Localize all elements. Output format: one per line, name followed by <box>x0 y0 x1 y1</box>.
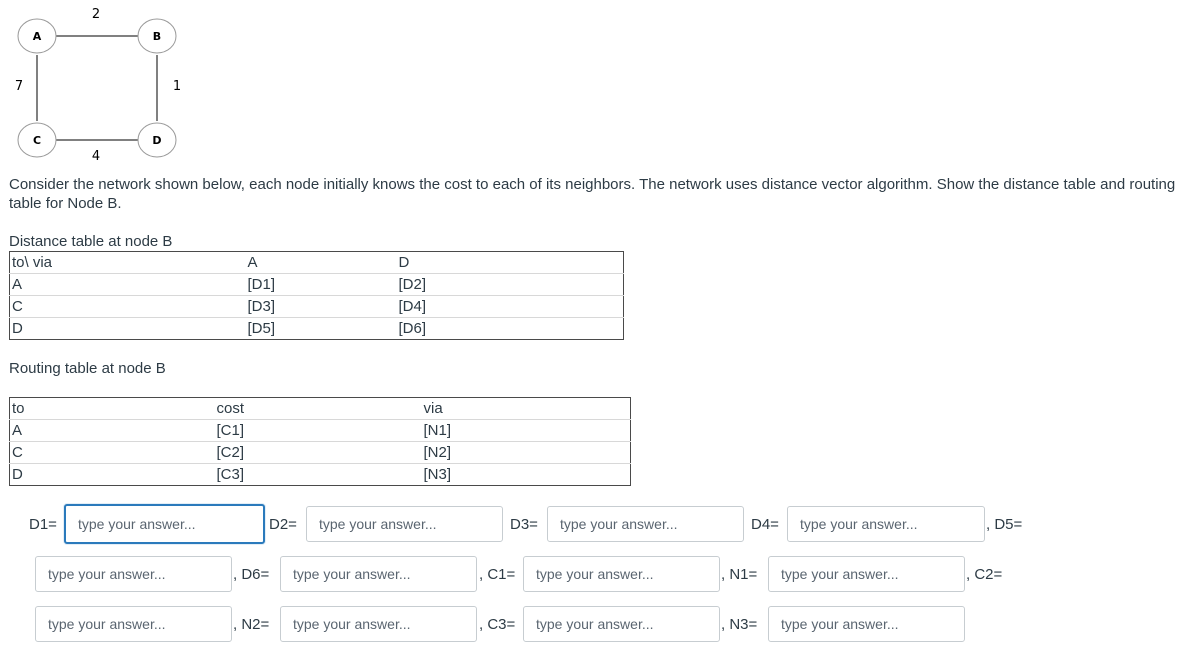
d5-label: , D5= <box>986 516 1023 533</box>
table-header-cell: to <box>10 398 215 420</box>
d2-input[interactable] <box>306 506 503 542</box>
n2-label: , N2= <box>233 616 270 633</box>
table-cell: [N1] <box>422 420 631 442</box>
table-cell: [N2] <box>422 442 631 464</box>
c1-input[interactable] <box>523 556 720 592</box>
table-row <box>10 318 624 340</box>
table-row <box>10 274 624 296</box>
node-c <box>18 123 56 157</box>
d6-label: , D6= <box>233 566 270 583</box>
routing-table-caption: Routing table at node B <box>9 360 166 377</box>
d3-input[interactable] <box>547 506 744 542</box>
edge-a-b-cost: 2 <box>91 7 101 22</box>
c3-label: , C3= <box>479 616 516 633</box>
table-cell: [C3] <box>216 466 245 483</box>
edge-c-d-cost: 4 <box>91 149 101 164</box>
table-row <box>10 442 631 464</box>
n2-input[interactable] <box>280 606 477 642</box>
table-row <box>10 464 631 486</box>
question-text: Consider the network shown below, each node initially knows the cost to each of its neighbors. The network uses distance vector algorithm. Show the distance table and routing table for Node B. <box>9 176 1176 212</box>
c1-label: , C1= <box>479 566 516 583</box>
table-cell: [C2] <box>215 442 422 464</box>
table-row <box>10 252 624 274</box>
table-cell: D <box>12 320 23 337</box>
table-cell: D <box>12 466 23 483</box>
node-d <box>138 123 176 157</box>
distance-table-caption: Distance table at node B <box>9 233 173 250</box>
table-cell: [D4] <box>397 296 624 318</box>
n1-input[interactable] <box>768 556 965 592</box>
table-row <box>10 398 631 420</box>
d4-input[interactable] <box>787 506 985 542</box>
d1-input[interactable] <box>64 504 265 544</box>
table-cell: [D2] <box>397 274 624 296</box>
n1-label: , N1= <box>721 566 758 583</box>
d6-input[interactable] <box>280 556 477 592</box>
c3-input[interactable] <box>523 606 720 642</box>
c2-input[interactable] <box>35 606 232 642</box>
distance-table <box>9 251 624 340</box>
table-row <box>10 296 624 318</box>
node-b <box>138 19 176 53</box>
table-header-cell: A <box>246 252 397 274</box>
table-cell: [D3] <box>246 296 397 318</box>
table-row <box>10 420 631 442</box>
routing-table <box>9 397 631 486</box>
d3-label: D3= <box>510 516 538 533</box>
table-cell: C <box>10 442 215 464</box>
d5-input[interactable] <box>35 556 232 592</box>
table-cell: [D5] <box>247 320 276 337</box>
table-cell: [C1] <box>215 420 422 442</box>
edge-b-d-cost: 1 <box>172 79 182 94</box>
d2-label: D2= <box>269 516 297 533</box>
n3-label: , N3= <box>721 616 758 633</box>
table-header-cell: via <box>422 398 631 420</box>
table-cell: [N3] <box>423 466 452 483</box>
node-a <box>18 19 56 53</box>
table-header-cell: D <box>397 252 624 274</box>
network-graph <box>0 0 200 165</box>
edge-a-c-cost: 7 <box>14 79 24 94</box>
table-cell: [D6] <box>398 320 427 337</box>
d1-label: D1= <box>29 516 57 533</box>
d4-label: D4= <box>751 516 779 533</box>
node-d-label: D <box>152 134 162 147</box>
n3-input[interactable] <box>768 606 965 642</box>
node-a-label: A <box>32 30 42 43</box>
table-cell: A <box>10 274 246 296</box>
table-header-cell: cost <box>215 398 422 420</box>
table-cell: C <box>10 296 246 318</box>
table-header-cell: to\ via <box>10 252 246 274</box>
table-cell: [D1] <box>246 274 397 296</box>
c2-label: , C2= <box>966 566 1003 583</box>
node-c-label: C <box>32 134 42 147</box>
node-b-label: B <box>152 30 162 43</box>
table-cell: A <box>10 420 215 442</box>
